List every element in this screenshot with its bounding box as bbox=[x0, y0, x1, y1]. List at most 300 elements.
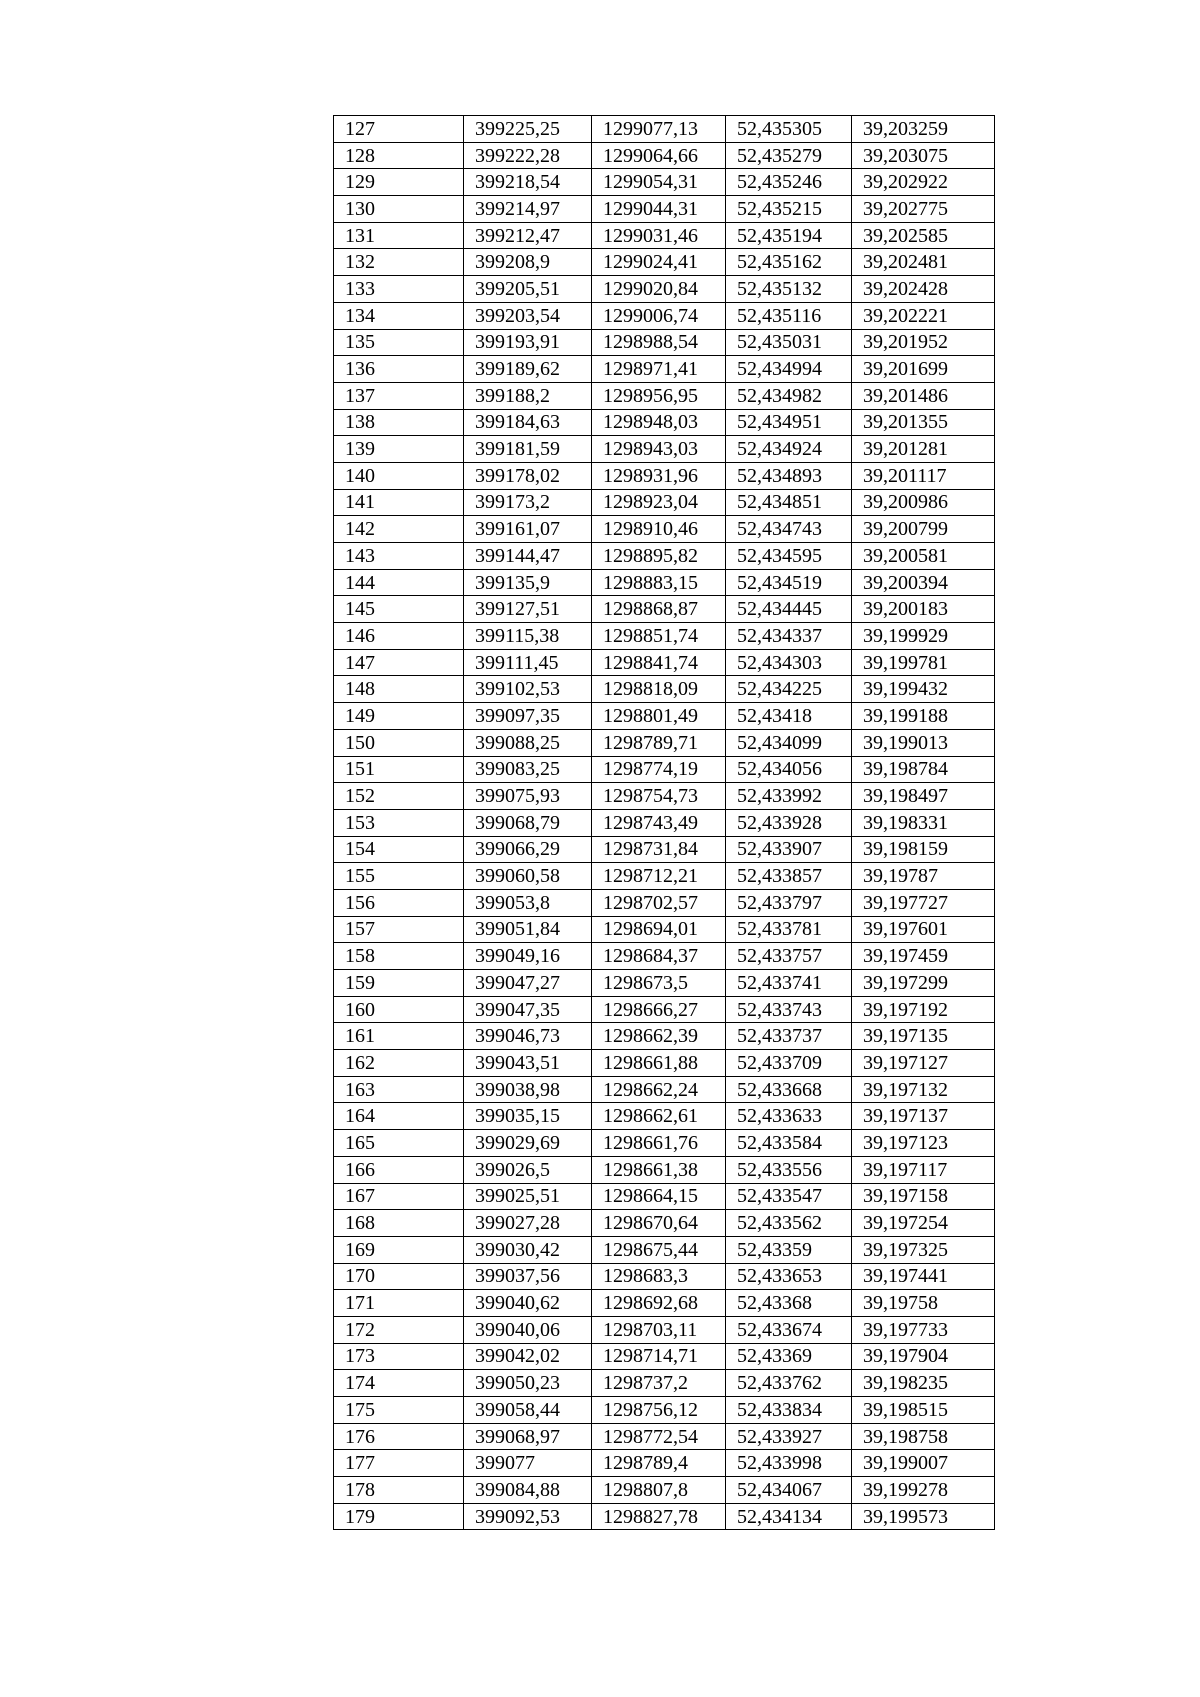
table-row bbox=[334, 970, 995, 997]
y-coordinate-cell: 1298737,2 bbox=[592, 1370, 726, 1397]
table-row bbox=[334, 222, 995, 249]
x-coordinate-cell: 399135,9 bbox=[464, 569, 592, 596]
latitude-cell: 52,433907 bbox=[726, 836, 852, 863]
point-number-cell: 141 bbox=[334, 489, 464, 516]
point-number-cell: 152 bbox=[334, 783, 464, 810]
x-coordinate-cell: 399049,16 bbox=[464, 943, 592, 970]
point-number-cell: 167 bbox=[334, 1183, 464, 1210]
latitude-cell: 52,435031 bbox=[726, 329, 852, 356]
y-coordinate-cell: 1298851,74 bbox=[592, 623, 726, 650]
point-number-cell: 160 bbox=[334, 996, 464, 1023]
x-coordinate-cell: 399026,5 bbox=[464, 1156, 592, 1183]
table-row bbox=[334, 836, 995, 863]
point-number-cell: 168 bbox=[334, 1210, 464, 1237]
x-coordinate-cell: 399173,2 bbox=[464, 489, 592, 516]
point-number-cell: 137 bbox=[334, 382, 464, 409]
table-row bbox=[334, 276, 995, 303]
x-coordinate-cell: 399083,25 bbox=[464, 756, 592, 783]
latitude-cell: 52,433562 bbox=[726, 1210, 852, 1237]
latitude-cell: 52,434951 bbox=[726, 409, 852, 436]
y-coordinate-cell: 1298827,78 bbox=[592, 1503, 726, 1530]
point-number-cell: 138 bbox=[334, 409, 464, 436]
longitude-cell: 39,201952 bbox=[852, 329, 995, 356]
latitude-cell: 52,433857 bbox=[726, 863, 852, 890]
latitude-cell: 52,433547 bbox=[726, 1183, 852, 1210]
x-coordinate-cell: 399047,27 bbox=[464, 970, 592, 997]
x-coordinate-cell: 399181,59 bbox=[464, 436, 592, 463]
table-row bbox=[334, 596, 995, 623]
longitude-cell: 39,200799 bbox=[852, 516, 995, 543]
point-number-cell: 162 bbox=[334, 1050, 464, 1077]
y-coordinate-cell: 1298703,11 bbox=[592, 1316, 726, 1343]
table-row bbox=[334, 329, 995, 356]
latitude-cell: 52,434595 bbox=[726, 543, 852, 570]
latitude-cell: 52,434337 bbox=[726, 623, 852, 650]
latitude-cell: 52,435162 bbox=[726, 249, 852, 276]
x-coordinate-cell: 399097,35 bbox=[464, 703, 592, 730]
point-number-cell: 131 bbox=[334, 222, 464, 249]
table-row bbox=[334, 1423, 995, 1450]
table-row bbox=[334, 1210, 995, 1237]
longitude-cell: 39,198515 bbox=[852, 1397, 995, 1424]
point-number-cell: 153 bbox=[334, 809, 464, 836]
y-coordinate-cell: 1298774,19 bbox=[592, 756, 726, 783]
x-coordinate-cell: 399025,51 bbox=[464, 1183, 592, 1210]
latitude-cell: 52,434303 bbox=[726, 649, 852, 676]
table-row bbox=[334, 569, 995, 596]
latitude-cell: 52,435116 bbox=[726, 302, 852, 329]
x-coordinate-cell: 399053,8 bbox=[464, 889, 592, 916]
table-row bbox=[334, 489, 995, 516]
table-row bbox=[334, 1316, 995, 1343]
x-coordinate-cell: 399218,54 bbox=[464, 169, 592, 196]
longitude-cell: 39,203075 bbox=[852, 142, 995, 169]
y-coordinate-cell: 1299024,41 bbox=[592, 249, 726, 276]
table-row bbox=[334, 1503, 995, 1530]
longitude-cell: 39,198235 bbox=[852, 1370, 995, 1397]
point-number-cell: 156 bbox=[334, 889, 464, 916]
y-coordinate-cell: 1298712,21 bbox=[592, 863, 726, 890]
point-number-cell: 159 bbox=[334, 970, 464, 997]
table-row bbox=[334, 1343, 995, 1370]
latitude-cell: 52,433992 bbox=[726, 783, 852, 810]
point-number-cell: 158 bbox=[334, 943, 464, 970]
y-coordinate-cell: 1298662,24 bbox=[592, 1076, 726, 1103]
x-coordinate-cell: 399050,23 bbox=[464, 1370, 592, 1397]
point-number-cell: 178 bbox=[334, 1477, 464, 1504]
y-coordinate-cell: 1298971,41 bbox=[592, 356, 726, 383]
x-coordinate-cell: 399214,97 bbox=[464, 196, 592, 223]
point-number-cell: 134 bbox=[334, 302, 464, 329]
x-coordinate-cell: 399038,98 bbox=[464, 1076, 592, 1103]
table-row bbox=[334, 1370, 995, 1397]
longitude-cell: 39,199573 bbox=[852, 1503, 995, 1530]
x-coordinate-cell: 399043,51 bbox=[464, 1050, 592, 1077]
longitude-cell: 39,200986 bbox=[852, 489, 995, 516]
point-number-cell: 130 bbox=[334, 196, 464, 223]
x-coordinate-cell: 399225,25 bbox=[464, 116, 592, 143]
latitude-cell: 52,433668 bbox=[726, 1076, 852, 1103]
point-number-cell: 166 bbox=[334, 1156, 464, 1183]
x-coordinate-cell: 399068,79 bbox=[464, 809, 592, 836]
latitude-cell: 52,433927 bbox=[726, 1423, 852, 1450]
y-coordinate-cell: 1298895,82 bbox=[592, 543, 726, 570]
longitude-cell: 39,197727 bbox=[852, 889, 995, 916]
y-coordinate-cell: 1298868,87 bbox=[592, 596, 726, 623]
y-coordinate-cell: 1298801,49 bbox=[592, 703, 726, 730]
x-coordinate-cell: 399203,54 bbox=[464, 302, 592, 329]
point-number-cell: 144 bbox=[334, 569, 464, 596]
point-number-cell: 150 bbox=[334, 729, 464, 756]
latitude-cell: 52,434924 bbox=[726, 436, 852, 463]
y-coordinate-cell: 1299020,84 bbox=[592, 276, 726, 303]
table-row bbox=[334, 169, 995, 196]
table-row bbox=[334, 1183, 995, 1210]
coordinates-table bbox=[333, 115, 995, 1530]
longitude-cell: 39,197135 bbox=[852, 1023, 995, 1050]
table-row bbox=[334, 1050, 995, 1077]
point-number-cell: 176 bbox=[334, 1423, 464, 1450]
y-coordinate-cell: 1298666,27 bbox=[592, 996, 726, 1023]
y-coordinate-cell: 1298702,57 bbox=[592, 889, 726, 916]
x-coordinate-cell: 399189,62 bbox=[464, 356, 592, 383]
table-row bbox=[334, 516, 995, 543]
longitude-cell: 39,197117 bbox=[852, 1156, 995, 1183]
table-row bbox=[334, 1263, 995, 1290]
point-number-cell: 146 bbox=[334, 623, 464, 650]
point-number-cell: 142 bbox=[334, 516, 464, 543]
latitude-cell: 52,433737 bbox=[726, 1023, 852, 1050]
y-coordinate-cell: 1298756,12 bbox=[592, 1397, 726, 1424]
longitude-cell: 39,202428 bbox=[852, 276, 995, 303]
table-row bbox=[334, 703, 995, 730]
latitude-cell: 52,435194 bbox=[726, 222, 852, 249]
point-number-cell: 157 bbox=[334, 916, 464, 943]
longitude-cell: 39,199781 bbox=[852, 649, 995, 676]
y-coordinate-cell: 1299077,13 bbox=[592, 116, 726, 143]
point-number-cell: 135 bbox=[334, 329, 464, 356]
table-row bbox=[334, 356, 995, 383]
table-row bbox=[334, 943, 995, 970]
latitude-cell: 52,433556 bbox=[726, 1156, 852, 1183]
latitude-cell: 52,433797 bbox=[726, 889, 852, 916]
latitude-cell: 52,434893 bbox=[726, 462, 852, 489]
latitude-cell: 52,433741 bbox=[726, 970, 852, 997]
x-coordinate-cell: 399077 bbox=[464, 1450, 592, 1477]
point-number-cell: 172 bbox=[334, 1316, 464, 1343]
longitude-cell: 39,197601 bbox=[852, 916, 995, 943]
x-coordinate-cell: 399046,73 bbox=[464, 1023, 592, 1050]
table-row bbox=[334, 382, 995, 409]
point-number-cell: 136 bbox=[334, 356, 464, 383]
longitude-cell: 39,199188 bbox=[852, 703, 995, 730]
latitude-cell: 52,433834 bbox=[726, 1397, 852, 1424]
point-number-cell: 148 bbox=[334, 676, 464, 703]
latitude-cell: 52,433633 bbox=[726, 1103, 852, 1130]
point-number-cell: 171 bbox=[334, 1290, 464, 1317]
point-number-cell: 164 bbox=[334, 1103, 464, 1130]
y-coordinate-cell: 1298684,37 bbox=[592, 943, 726, 970]
x-coordinate-cell: 399042,02 bbox=[464, 1343, 592, 1370]
table-row bbox=[334, 116, 995, 143]
y-coordinate-cell: 1298789,4 bbox=[592, 1450, 726, 1477]
longitude-cell: 39,199278 bbox=[852, 1477, 995, 1504]
y-coordinate-cell: 1298661,76 bbox=[592, 1130, 726, 1157]
table-row bbox=[334, 809, 995, 836]
longitude-cell: 39,197123 bbox=[852, 1130, 995, 1157]
longitude-cell: 39,198497 bbox=[852, 783, 995, 810]
y-coordinate-cell: 1298731,84 bbox=[592, 836, 726, 863]
latitude-cell: 52,434445 bbox=[726, 596, 852, 623]
y-coordinate-cell: 1299054,31 bbox=[592, 169, 726, 196]
table-row bbox=[334, 996, 995, 1023]
y-coordinate-cell: 1298956,95 bbox=[592, 382, 726, 409]
latitude-cell: 52,433709 bbox=[726, 1050, 852, 1077]
x-coordinate-cell: 399040,06 bbox=[464, 1316, 592, 1343]
longitude-cell: 39,197299 bbox=[852, 970, 995, 997]
table-row bbox=[334, 1477, 995, 1504]
y-coordinate-cell: 1298754,73 bbox=[592, 783, 726, 810]
x-coordinate-cell: 399051,84 bbox=[464, 916, 592, 943]
latitude-cell: 52,433998 bbox=[726, 1450, 852, 1477]
longitude-cell: 39,202775 bbox=[852, 196, 995, 223]
latitude-cell: 52,433757 bbox=[726, 943, 852, 970]
latitude-cell: 52,434067 bbox=[726, 1477, 852, 1504]
longitude-cell: 39,202221 bbox=[852, 302, 995, 329]
table-row bbox=[334, 1290, 995, 1317]
x-coordinate-cell: 399212,47 bbox=[464, 222, 592, 249]
y-coordinate-cell: 1299064,66 bbox=[592, 142, 726, 169]
longitude-cell: 39,199013 bbox=[852, 729, 995, 756]
longitude-cell: 39,197441 bbox=[852, 1263, 995, 1290]
x-coordinate-cell: 399188,2 bbox=[464, 382, 592, 409]
point-number-cell: 173 bbox=[334, 1343, 464, 1370]
longitude-cell: 39,203259 bbox=[852, 116, 995, 143]
table-row bbox=[334, 436, 995, 463]
coordinates-table-body bbox=[334, 116, 995, 1530]
longitude-cell: 39,202585 bbox=[852, 222, 995, 249]
point-number-cell: 151 bbox=[334, 756, 464, 783]
y-coordinate-cell: 1298714,71 bbox=[592, 1343, 726, 1370]
table-row bbox=[334, 249, 995, 276]
longitude-cell: 39,201486 bbox=[852, 382, 995, 409]
table-row bbox=[334, 1450, 995, 1477]
table-row bbox=[334, 1397, 995, 1424]
latitude-cell: 52,434099 bbox=[726, 729, 852, 756]
point-number-cell: 170 bbox=[334, 1263, 464, 1290]
point-number-cell: 129 bbox=[334, 169, 464, 196]
y-coordinate-cell: 1298841,74 bbox=[592, 649, 726, 676]
y-coordinate-cell: 1298661,38 bbox=[592, 1156, 726, 1183]
point-number-cell: 177 bbox=[334, 1450, 464, 1477]
x-coordinate-cell: 399058,44 bbox=[464, 1397, 592, 1424]
table-row bbox=[334, 1076, 995, 1103]
table-row bbox=[334, 462, 995, 489]
x-coordinate-cell: 399029,69 bbox=[464, 1130, 592, 1157]
longitude-cell: 39,197132 bbox=[852, 1076, 995, 1103]
x-coordinate-cell: 399037,56 bbox=[464, 1263, 592, 1290]
longitude-cell: 39,197325 bbox=[852, 1236, 995, 1263]
point-number-cell: 174 bbox=[334, 1370, 464, 1397]
table-row bbox=[334, 783, 995, 810]
y-coordinate-cell: 1299006,74 bbox=[592, 302, 726, 329]
y-coordinate-cell: 1298943,03 bbox=[592, 436, 726, 463]
table-row bbox=[334, 889, 995, 916]
latitude-cell: 52,43369 bbox=[726, 1343, 852, 1370]
point-number-cell: 132 bbox=[334, 249, 464, 276]
point-number-cell: 143 bbox=[334, 543, 464, 570]
point-number-cell: 128 bbox=[334, 142, 464, 169]
point-number-cell: 169 bbox=[334, 1236, 464, 1263]
y-coordinate-cell: 1298662,61 bbox=[592, 1103, 726, 1130]
longitude-cell: 39,197192 bbox=[852, 996, 995, 1023]
y-coordinate-cell: 1298662,39 bbox=[592, 1023, 726, 1050]
latitude-cell: 52,435246 bbox=[726, 169, 852, 196]
latitude-cell: 52,435279 bbox=[726, 142, 852, 169]
longitude-cell: 39,199007 bbox=[852, 1450, 995, 1477]
longitude-cell: 39,201117 bbox=[852, 462, 995, 489]
table-row bbox=[334, 1023, 995, 1050]
latitude-cell: 52,433674 bbox=[726, 1316, 852, 1343]
x-coordinate-cell: 399222,28 bbox=[464, 142, 592, 169]
x-coordinate-cell: 399193,91 bbox=[464, 329, 592, 356]
table-row bbox=[334, 756, 995, 783]
y-coordinate-cell: 1298772,54 bbox=[592, 1423, 726, 1450]
latitude-cell: 52,435215 bbox=[726, 196, 852, 223]
point-number-cell: 163 bbox=[334, 1076, 464, 1103]
point-number-cell: 179 bbox=[334, 1503, 464, 1530]
point-number-cell: 149 bbox=[334, 703, 464, 730]
x-coordinate-cell: 399092,53 bbox=[464, 1503, 592, 1530]
latitude-cell: 52,434519 bbox=[726, 569, 852, 596]
longitude-cell: 39,201281 bbox=[852, 436, 995, 463]
longitude-cell: 39,198331 bbox=[852, 809, 995, 836]
point-number-cell: 127 bbox=[334, 116, 464, 143]
table-row bbox=[334, 302, 995, 329]
longitude-cell: 39,201355 bbox=[852, 409, 995, 436]
y-coordinate-cell: 1298910,46 bbox=[592, 516, 726, 543]
latitude-cell: 52,434225 bbox=[726, 676, 852, 703]
longitude-cell: 39,202922 bbox=[852, 169, 995, 196]
y-coordinate-cell: 1298673,5 bbox=[592, 970, 726, 997]
longitude-cell: 39,197904 bbox=[852, 1343, 995, 1370]
y-coordinate-cell: 1299044,31 bbox=[592, 196, 726, 223]
x-coordinate-cell: 399115,38 bbox=[464, 623, 592, 650]
y-coordinate-cell: 1298670,64 bbox=[592, 1210, 726, 1237]
table-row bbox=[334, 623, 995, 650]
point-number-cell: 154 bbox=[334, 836, 464, 863]
latitude-cell: 52,434743 bbox=[726, 516, 852, 543]
longitude-cell: 39,200394 bbox=[852, 569, 995, 596]
y-coordinate-cell: 1298789,71 bbox=[592, 729, 726, 756]
point-number-cell: 147 bbox=[334, 649, 464, 676]
latitude-cell: 52,43368 bbox=[726, 1290, 852, 1317]
longitude-cell: 39,202481 bbox=[852, 249, 995, 276]
x-coordinate-cell: 399127,51 bbox=[464, 596, 592, 623]
longitude-cell: 39,198784 bbox=[852, 756, 995, 783]
point-number-cell: 133 bbox=[334, 276, 464, 303]
x-coordinate-cell: 399027,28 bbox=[464, 1210, 592, 1237]
y-coordinate-cell: 1298661,88 bbox=[592, 1050, 726, 1077]
y-coordinate-cell: 1298683,3 bbox=[592, 1263, 726, 1290]
y-coordinate-cell: 1298675,44 bbox=[592, 1236, 726, 1263]
latitude-cell: 52,43418 bbox=[726, 703, 852, 730]
x-coordinate-cell: 399178,02 bbox=[464, 462, 592, 489]
latitude-cell: 52,435305 bbox=[726, 116, 852, 143]
table-row bbox=[334, 1236, 995, 1263]
latitude-cell: 52,434056 bbox=[726, 756, 852, 783]
y-coordinate-cell: 1298931,96 bbox=[592, 462, 726, 489]
table-row bbox=[334, 1103, 995, 1130]
x-coordinate-cell: 399040,62 bbox=[464, 1290, 592, 1317]
longitude-cell: 39,197137 bbox=[852, 1103, 995, 1130]
point-number-cell: 140 bbox=[334, 462, 464, 489]
y-coordinate-cell: 1298948,03 bbox=[592, 409, 726, 436]
longitude-cell: 39,201699 bbox=[852, 356, 995, 383]
y-coordinate-cell: 1298818,09 bbox=[592, 676, 726, 703]
latitude-cell: 52,43359 bbox=[726, 1236, 852, 1263]
point-number-cell: 139 bbox=[334, 436, 464, 463]
x-coordinate-cell: 399205,51 bbox=[464, 276, 592, 303]
table-row bbox=[334, 676, 995, 703]
point-number-cell: 165 bbox=[334, 1130, 464, 1157]
latitude-cell: 52,433928 bbox=[726, 809, 852, 836]
table-row bbox=[334, 142, 995, 169]
longitude-cell: 39,197733 bbox=[852, 1316, 995, 1343]
y-coordinate-cell: 1298923,04 bbox=[592, 489, 726, 516]
y-coordinate-cell: 1299031,46 bbox=[592, 222, 726, 249]
longitude-cell: 39,197254 bbox=[852, 1210, 995, 1237]
table-row bbox=[334, 196, 995, 223]
x-coordinate-cell: 399144,47 bbox=[464, 543, 592, 570]
longitude-cell: 39,19758 bbox=[852, 1290, 995, 1317]
x-coordinate-cell: 399084,88 bbox=[464, 1477, 592, 1504]
table-row bbox=[334, 409, 995, 436]
latitude-cell: 52,433743 bbox=[726, 996, 852, 1023]
x-coordinate-cell: 399208,9 bbox=[464, 249, 592, 276]
longitude-cell: 39,198758 bbox=[852, 1423, 995, 1450]
latitude-cell: 52,433584 bbox=[726, 1130, 852, 1157]
x-coordinate-cell: 399047,35 bbox=[464, 996, 592, 1023]
y-coordinate-cell: 1298694,01 bbox=[592, 916, 726, 943]
y-coordinate-cell: 1298743,49 bbox=[592, 809, 726, 836]
table-row bbox=[334, 1130, 995, 1157]
point-number-cell: 175 bbox=[334, 1397, 464, 1424]
longitude-cell: 39,200581 bbox=[852, 543, 995, 570]
y-coordinate-cell: 1298692,68 bbox=[592, 1290, 726, 1317]
y-coordinate-cell: 1298807,8 bbox=[592, 1477, 726, 1504]
x-coordinate-cell: 399035,15 bbox=[464, 1103, 592, 1130]
x-coordinate-cell: 399068,97 bbox=[464, 1423, 592, 1450]
x-coordinate-cell: 399184,63 bbox=[464, 409, 592, 436]
point-number-cell: 155 bbox=[334, 863, 464, 890]
latitude-cell: 52,434851 bbox=[726, 489, 852, 516]
latitude-cell: 52,434134 bbox=[726, 1503, 852, 1530]
x-coordinate-cell: 399088,25 bbox=[464, 729, 592, 756]
longitude-cell: 39,197127 bbox=[852, 1050, 995, 1077]
longitude-cell: 39,197158 bbox=[852, 1183, 995, 1210]
table-row bbox=[334, 916, 995, 943]
x-coordinate-cell: 399060,58 bbox=[464, 863, 592, 890]
x-coordinate-cell: 399102,53 bbox=[464, 676, 592, 703]
longitude-cell: 39,198159 bbox=[852, 836, 995, 863]
y-coordinate-cell: 1298883,15 bbox=[592, 569, 726, 596]
table-row bbox=[334, 729, 995, 756]
longitude-cell: 39,199929 bbox=[852, 623, 995, 650]
x-coordinate-cell: 399111,45 bbox=[464, 649, 592, 676]
latitude-cell: 52,433653 bbox=[726, 1263, 852, 1290]
longitude-cell: 39,200183 bbox=[852, 596, 995, 623]
